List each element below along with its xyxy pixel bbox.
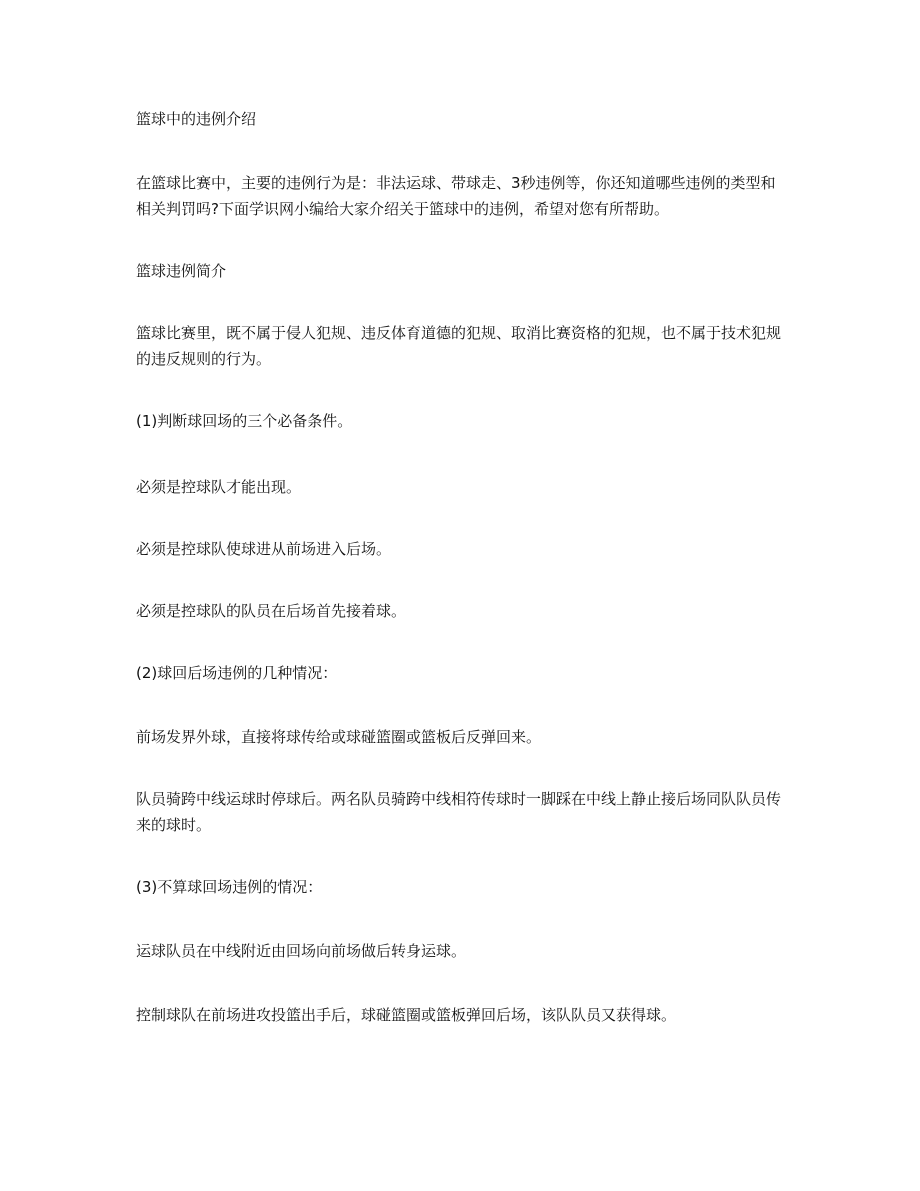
paragraph-intro: 在篮球比赛中，主要的违例行为是：非法运球、带球走、3秒违例等，你还知道哪些违例的类型和相关判罚吗?下面学识网小编给大家介绍关于篮球中的违例，希望对您有所帮助。 [136,174,776,218]
document-title: 篮球中的违例介绍 [136,110,257,128]
paragraph-definition: 篮球比赛里，既不属于侵人犯规、违反体育道德的犯规、取消比赛资格的犯规，也不属于技术犯规的违反规则的行为。 [136,324,782,368]
paragraph-case-1: 前场发界外球，直接将球传给或球碰篮圈或篮板后反弹回来。 [136,728,542,746]
paragraph-exception-1: 运球队员在中线附近由回场向前场做后转身运球。 [136,942,467,960]
paragraph-heading-intro: 篮球违例简介 [136,262,227,280]
paragraph-exceptions-heading: (3)不算球回场违例的情况： [136,878,323,896]
paragraph-condition-2: 必须是控球队使球进从前场进入后场。 [136,540,392,558]
paragraph-case-2: 队员骑跨中线运球时停球后。两名队员骑跨中线相符传球时一脚踩在中线上静止接后场同队队员传来的球时。 [136,790,782,834]
paragraph-conditions-heading: (1)判断球回场的三个必备条件。 [136,412,353,430]
paragraph-exception-2: 控制球队在前场进攻投篮出手后，球碰篮圈或篮板弹回后场，该队队员又获得球。 [136,1006,677,1024]
paragraph-cases-heading: (2)球回后场违例的几种情况： [136,664,338,682]
paragraph-condition-1: 必须是控球队才能出现。 [136,478,302,496]
paragraph-condition-3: 必须是控球队的队员在后场首先接着球。 [136,602,407,620]
